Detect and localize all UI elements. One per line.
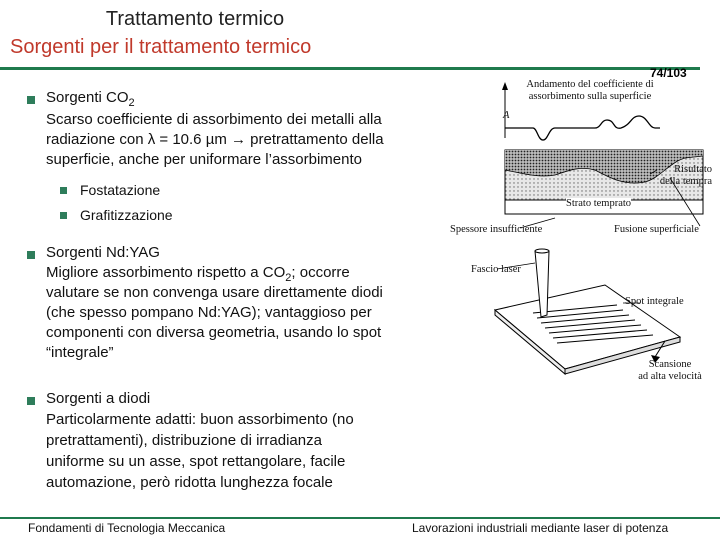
section-co2-line1: Scarso coefficiente di assorbimento dei metalli alla: [46, 111, 382, 128]
scan-line2: ad alta velocità: [638, 371, 702, 382]
section-diodes-heading: Sorgenti a diodi: [46, 390, 151, 407]
diagram1-title-line1: Andamento del coefficiente di: [526, 79, 654, 90]
diagram1-title: [515, 79, 665, 103]
footer-left: Fondamenti di Tecnologia Meccanica: [28, 521, 226, 535]
slide-title: Sorgenti per il trattamento termico: [10, 36, 312, 58]
section-diodes-line2: pretrattamenti), distribuzione di irradianza: [46, 432, 322, 449]
heading-subscript: 2: [128, 97, 135, 109]
diagram1-axis-label: A: [503, 110, 510, 121]
footer-right: Lavorazioni industriali mediante laser di potenza: [412, 521, 669, 535]
diagram1-hardened-layer: Strato temprato: [566, 198, 632, 209]
section-diodes-line4: automazione, però ridotta lunghezza focale: [46, 474, 333, 491]
bullet-icon: [27, 96, 35, 104]
heading-text: Sorgenti CO: [46, 89, 129, 106]
bullet-icon: [27, 251, 35, 259]
diagram1-insufficient-thickness: Spessore insufficiente: [450, 224, 543, 235]
bullet-icon: [60, 212, 67, 219]
section-diodes-line1: Particolarmente adatti: buon assorbimento (no: [46, 411, 354, 428]
section-co2-line2: radiazione con λ = 10.6 µm → pretrattamento della: [46, 131, 384, 148]
section-ndyag-line2: valutare se non convenga usare direttamente diodi: [46, 284, 383, 301]
subitem-fostatazione: Fostatazione: [80, 182, 161, 198]
diagram1-result-label: [657, 164, 712, 188]
page-number: 74/103: [650, 66, 687, 80]
section-diodes-line3: uniforme su un asse, spot rettangolare, facile: [46, 453, 346, 470]
line-text: Migliore assorbimento rispetto a CO: [46, 264, 286, 281]
section-ndyag-line5: “integrale”: [46, 344, 114, 361]
scan-line1: Scansione: [648, 359, 692, 370]
section-co2-line3: superficie, anche per uniformare l’assorbimento: [46, 151, 362, 168]
diagram2-integral-spot: Spot integrale: [625, 296, 684, 307]
footer-divider: [0, 517, 720, 519]
bullet-icon: [60, 187, 67, 194]
subitem-grafitizzazione: Grafitizzazione: [80, 207, 173, 223]
section-ndyag-line3: (che spesso pompano Nd:YAG); vantaggioso per: [46, 304, 372, 321]
line-subscript: 2: [285, 272, 292, 284]
section-ndyag-heading: Sorgenti Nd:YAG: [46, 244, 160, 261]
diagram1-title-line2: assorbimento sulla superficie: [528, 91, 652, 102]
header-divider: [0, 67, 700, 70]
result-line1: Risultato: [674, 164, 712, 175]
bullet-icon: [27, 397, 35, 405]
section-ndyag-line4: componenti con diversa geometria, usando lo spot: [46, 324, 382, 341]
diagram2-scan-label: [630, 359, 710, 383]
diagram2-laser-beam: Fascio laser: [471, 264, 521, 275]
result-line2: della tempra: [659, 176, 712, 187]
diagram1-surface-melting: Fusione superficiale: [614, 224, 699, 235]
line-text: ; occorre: [291, 264, 350, 281]
slide-supertitle: Trattamento termico: [105, 8, 285, 30]
